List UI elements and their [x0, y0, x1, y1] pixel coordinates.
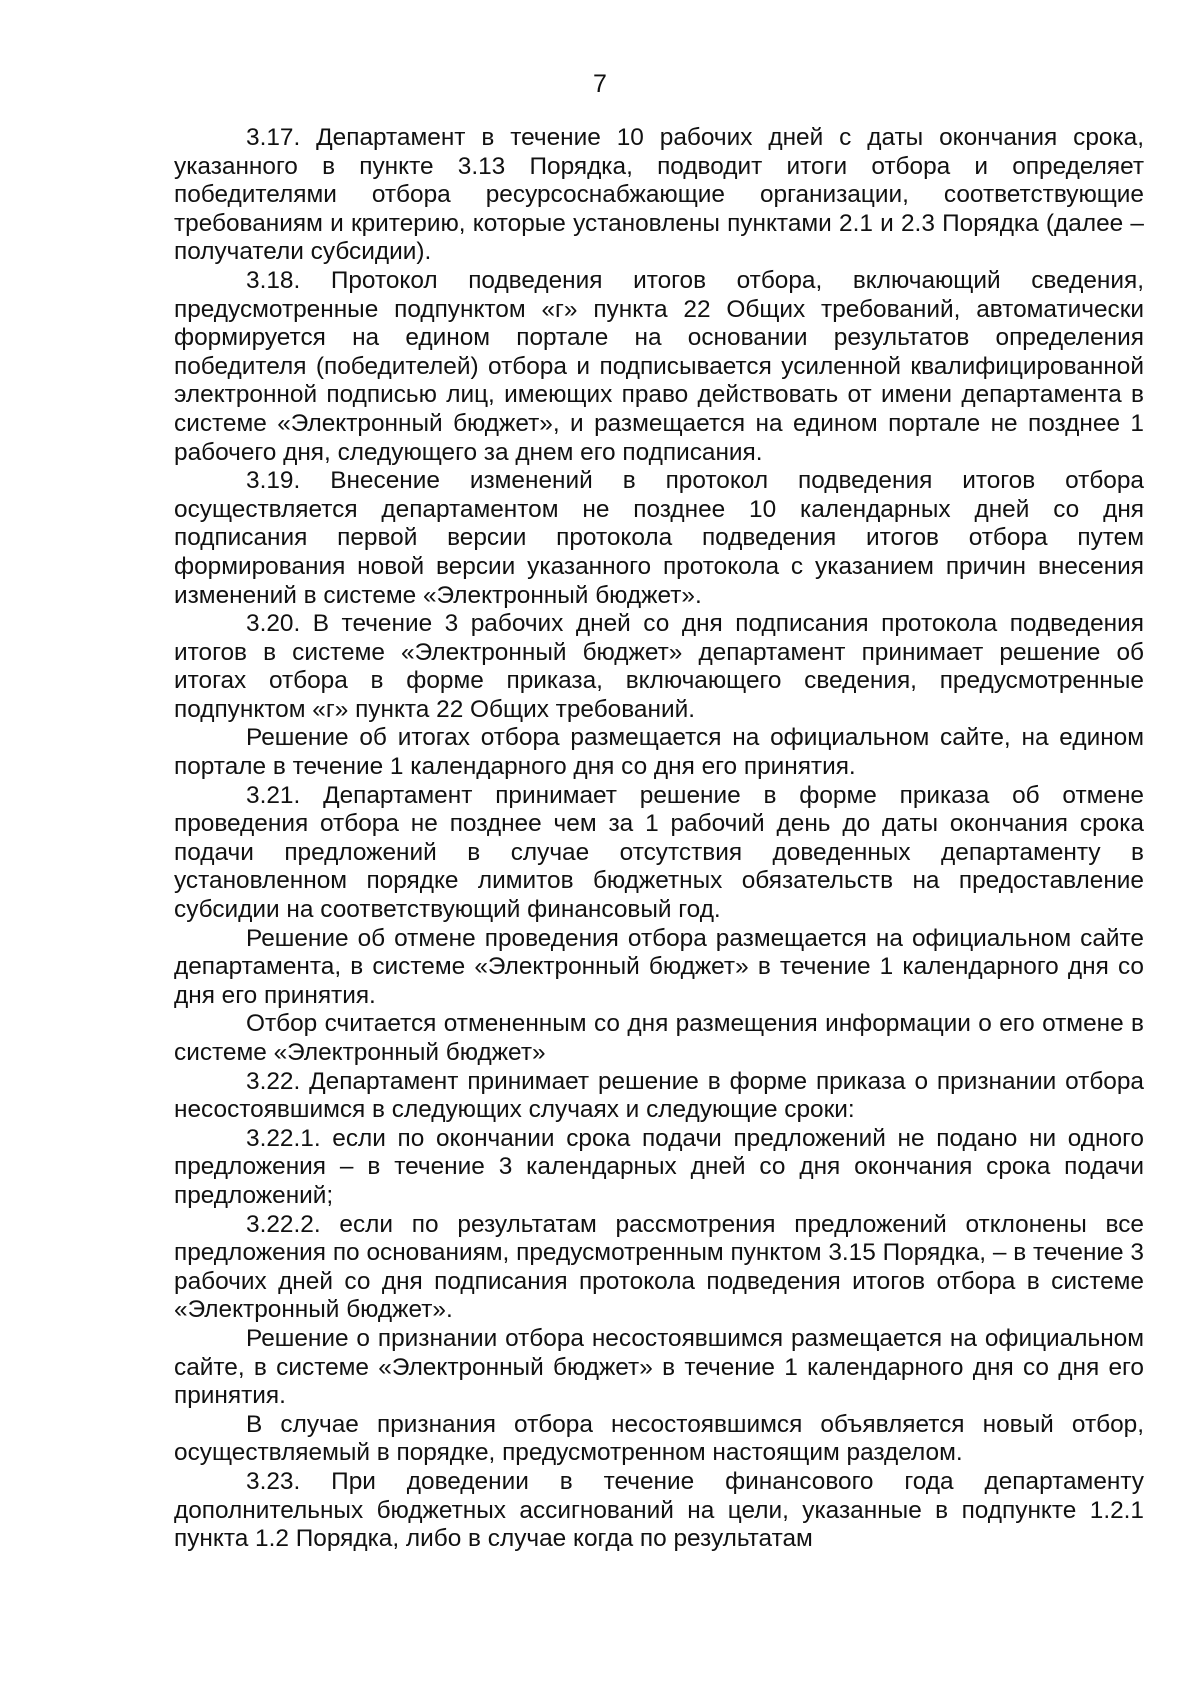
- paragraph-3-21-cancelled: Отбор считается отмененным со дня размещения информации о его отмене в системе «Электронный бюджет»: [174, 1010, 1144, 1066]
- paragraph-3-22-1: 3.22.1. если по окончании срока подачи предложений не подано ни одного предложения – в течение 3 календарных дней со дня окончания срока подачи предложений;: [174, 1124, 1144, 1209]
- paragraph-3-21: 3.21. Департамент принимает решение в форме приказа об отмене проведения отбора не позднее чем за 1 рабочий день до даты окончания срока подачи предложений в случае отсутствия доведенных департаменту в установленном порядке лимитов бюджетных обязательств на предоставление субсидии на соответствующий финансовый год.: [174, 781, 1144, 924]
- document-body: [174, 124, 1144, 1554]
- paragraph-3-17: 3.17. Департамент в течение 10 рабочих дней с даты окончания срока, указанного в пункте 3.13 Порядка, подводит итоги отбора и определяет победителями отбора ресурсоснабжающие организации, соответствующие требованиям и критерию, которые установлены пунктами 2.1 и 2.3 Порядка (далее – получатели субсидии).: [174, 124, 1144, 266]
- paragraph-3-22-2: 3.22.2. если по результатам рассмотрения предложений отклонены все предложения по основаниям, предусмотренным пунктом 3.15 Порядка, – в течение 3 рабочих дней со дня подписания протокола подведения итогов отбора в системе «Электронный бюджет».: [174, 1210, 1144, 1324]
- paragraph-3-20-decision: Решение об итогах отбора размещается на официальном сайте, на едином портале в течение 1 календарного дня со дня его принятия.: [174, 724, 1144, 781]
- paragraph-3-23: 3.23. При доведении в течение финансового года департаменту дополнительных бюджетных ассигнований на цели, указанные в подпункте 1.2.1 пункта 1.2 Порядка, либо в случае когда по результатам: [174, 1467, 1144, 1553]
- page-number: 7: [593, 70, 607, 98]
- paragraph-3-22-new-selection: В случае признания отбора несостоявшимся объявляется новый отбор, осуществляемый в порядке, предусмотренном настоящим разделом.: [174, 1410, 1144, 1467]
- paragraph-3-21-decision: Решение об отмене проведения отбора размещается на официальном сайте департамента, в системе «Электронный бюджет» в течение 1 календарного дня со дня его принятия.: [174, 924, 1144, 1009]
- paragraph-3-18: 3.18. Протокол подведения итогов отбора, включающий сведения, предусмотренные подпунктом «г» пункта 22 Общих требований, автоматически формируется на едином портале на основании результатов определения победителя (победителей) отбора и подписывается усиленной квалифицированной электронной подписью лиц, имеющих право действовать от имени департамента в системе «Электронный бюджет», и размещается на едином портале не позднее 1 рабочего дня, следующего за днем его подписания.: [174, 266, 1144, 466]
- paragraph-3-22-decision: Решение о признании отбора несостоявшимся размещается на официальном сайте, в системе «Электронный бюджет» в течение 1 календарного дня со дня его принятия.: [174, 1324, 1144, 1410]
- paragraph-3-20: 3.20. В течение 3 рабочих дней со дня подписания протокола подведения итогов в системе «Электронный бюджет» департамент принимает решение об итогах отбора в форме приказа, включающего сведения, предусмотренные подпунктом «г» пункта 22 Общих требований.: [174, 610, 1144, 723]
- paragraph-3-22: 3.22. Департамент принимает решение в форме приказа о признании отбора несостоявшимся в следующих случаях и следующие сроки:: [174, 1067, 1144, 1124]
- paragraph-3-19: 3.19. Внесение изменений в протокол подведения итогов отбора осуществляется департаментом не позднее 10 календарных дней со дня подписания первой версии протокола подведения итогов отбора путем формирования новой версии указанного протокола с указанием причин внесения изменений в системе «Электронный бюджет».: [174, 467, 1144, 609]
